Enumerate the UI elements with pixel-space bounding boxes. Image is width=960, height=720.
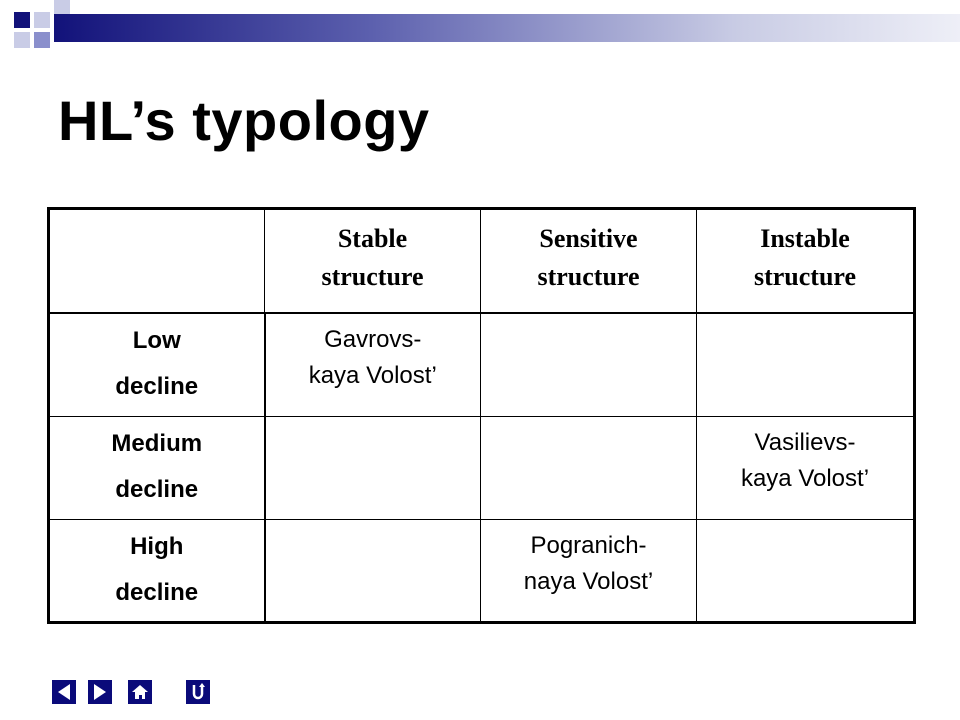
table-cell [481, 313, 697, 416]
table-cell [481, 519, 697, 622]
return-icon [186, 680, 210, 704]
corner-cell [49, 209, 265, 314]
header-line: structure [537, 262, 640, 291]
cell-line: kaya Volost’ [740, 464, 870, 492]
previous-slide-button[interactable] [52, 680, 76, 704]
header-line: Stable [337, 224, 408, 253]
row-header-line: decline [115, 373, 199, 400]
header-gradient-bar [54, 14, 960, 42]
table-header-row [49, 209, 915, 314]
table-cell [697, 313, 915, 416]
table-row [49, 519, 915, 622]
decor-square [34, 12, 50, 28]
row-header-line: Low [132, 327, 181, 354]
cell-line: Vasilievs- [754, 428, 856, 456]
column-header-sensitive [481, 209, 697, 314]
cell-line: Pogranich- [530, 531, 647, 559]
header-line: Sensitive [539, 224, 638, 253]
header-line: Instable [760, 224, 850, 253]
row-header-medium-decline [49, 416, 265, 519]
table-row [49, 416, 915, 519]
table-row [49, 313, 915, 416]
slide-title: HL’s typology [58, 89, 430, 152]
decor-square [14, 12, 30, 28]
table-cell [265, 313, 481, 416]
column-header-stable [265, 209, 481, 314]
table-cell [481, 416, 697, 519]
table-cell [265, 416, 481, 519]
home-button[interactable] [128, 680, 152, 704]
table-cell [697, 519, 915, 622]
row-header-line: Medium [111, 429, 203, 457]
cell-line: Gavrovs- [324, 326, 422, 353]
triangle-left-icon [52, 680, 76, 704]
home-icon [128, 680, 152, 704]
header-line: structure [753, 262, 857, 291]
typology-table [47, 207, 916, 624]
return-button[interactable] [186, 680, 210, 704]
next-slide-button[interactable] [88, 680, 112, 704]
row-header-line: decline [115, 475, 199, 503]
decor-square [34, 32, 50, 48]
row-header-high-decline [49, 519, 265, 622]
decor-square [54, 0, 70, 14]
table-cell [265, 519, 481, 622]
table-cell [697, 416, 915, 519]
row-header-line: decline [115, 578, 199, 606]
row-header-low-decline [49, 313, 265, 416]
header-line: structure [321, 262, 424, 291]
triangle-right-icon [88, 680, 112, 704]
decor-square [14, 32, 30, 48]
cell-line: naya Volost’ [523, 567, 654, 595]
column-header-instable [697, 209, 915, 314]
cell-line: kaya Volost’ [308, 362, 437, 389]
row-header-line: High [130, 532, 184, 560]
